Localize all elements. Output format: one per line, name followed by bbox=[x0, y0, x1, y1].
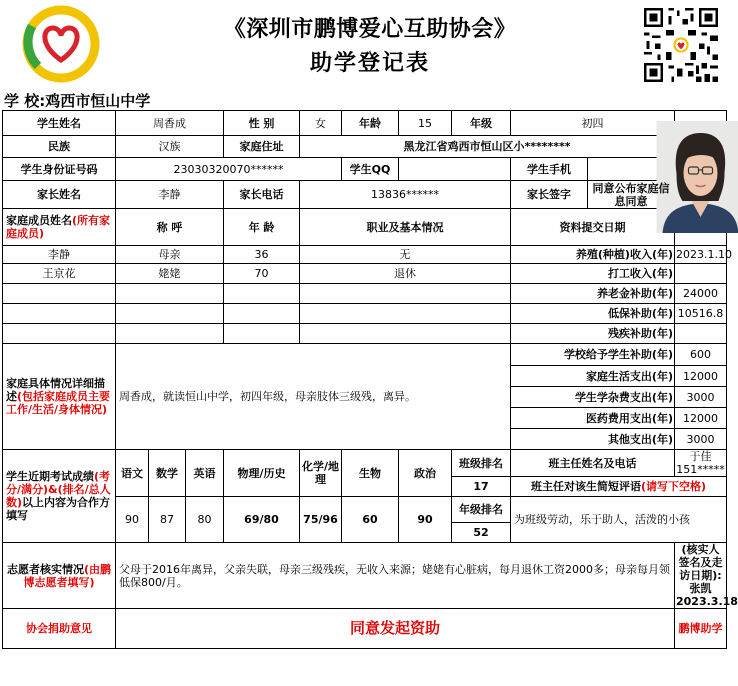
student-qq-value bbox=[399, 158, 511, 181]
grade-rank-value: 52 bbox=[452, 523, 511, 543]
label-pension: 养老金补助(年) bbox=[511, 284, 675, 304]
label-job-health: 职业及基本情况 bbox=[300, 209, 511, 246]
donation-opinion-value: 同意发起资助 bbox=[116, 609, 675, 649]
label-student-qq: 学生QQ bbox=[342, 158, 399, 181]
subject-header: 物理/历史 bbox=[224, 450, 300, 497]
subject-score: 75/96 bbox=[300, 497, 342, 543]
grade-value: 初四 bbox=[511, 111, 675, 136]
teacher-value: 于佳151***** bbox=[676, 450, 725, 476]
family-member-job: 无 bbox=[300, 246, 511, 264]
subject-header: 生物 bbox=[342, 450, 399, 497]
family-member-relation: 姥姥 bbox=[116, 264, 224, 284]
label-home-address: 家庭住址 bbox=[224, 136, 300, 158]
label-relation: 称 呼 bbox=[116, 209, 224, 246]
school-label: 学 校: bbox=[4, 92, 46, 110]
label-tuition: 学生学杂费支出(年) bbox=[511, 387, 675, 408]
empty-cell bbox=[3, 324, 116, 344]
id-number-value: 23030320070****** bbox=[116, 158, 342, 181]
subject-header: 数学 bbox=[149, 450, 186, 497]
label-school-subsidy: 学校给予学生补助(年) bbox=[511, 344, 675, 366]
family-member-age: 36 bbox=[224, 246, 300, 264]
home-address-value: 黑龙江省鸡西市恒山区小******** bbox=[300, 136, 675, 158]
subject-score: 69/80 bbox=[224, 497, 300, 543]
exam-title: 学生近期考试成绩 bbox=[6, 470, 94, 483]
situation-title: 家庭具体情况详细描述 bbox=[6, 377, 105, 403]
label-medical: 医药费用支出(年) bbox=[511, 408, 675, 429]
label-gender: 性 别 bbox=[224, 111, 300, 136]
empty-cell bbox=[116, 284, 224, 304]
label-submit-date: 资料提交日期 bbox=[511, 209, 675, 246]
consent-label: 同意公布家庭信息同意 bbox=[588, 181, 675, 209]
school-line bbox=[4, 90, 150, 111]
label-id-number: 学生身份证号码 bbox=[3, 158, 116, 181]
label-family-members bbox=[3, 209, 116, 246]
empty-cell bbox=[224, 304, 300, 324]
farming-income-value bbox=[675, 264, 727, 284]
situation-note: (包括家庭成员主要工作/生活/身体情况) bbox=[6, 390, 111, 416]
tuition-value: 3000 bbox=[675, 387, 727, 408]
volunteer-note: (由鹏博志愿者填写) bbox=[23, 562, 112, 589]
school-value: 鸡西市恒山中学 bbox=[45, 92, 151, 110]
title-line2: 助学登记表 bbox=[309, 50, 430, 76]
label-grade: 年级 bbox=[452, 111, 511, 136]
teacher-comment-value: 为班级劳动，乐于助人，活泼的小孩 bbox=[511, 497, 727, 543]
ethnicity-value: 汉族 bbox=[116, 136, 224, 158]
family-member-name: 李静 bbox=[3, 246, 116, 264]
brand-label: 鹏博助学 bbox=[675, 609, 727, 649]
label-age: 年龄 bbox=[342, 111, 399, 136]
label-teacher: 班主任姓名及电话 bbox=[511, 450, 675, 477]
empty-cell bbox=[116, 324, 224, 344]
situation-text: 周香成，就读恒山中学，初四年级，母亲肢体三级残，离异。 bbox=[116, 344, 511, 450]
label-donation-opinion: 协会捐助意见 bbox=[3, 609, 116, 649]
label-disability: 残疾补助(年) bbox=[511, 324, 675, 344]
student-photo bbox=[675, 111, 727, 246]
label-exam bbox=[3, 450, 116, 543]
family-member-job: 退休 bbox=[300, 264, 511, 284]
gender-value: 女 bbox=[300, 111, 342, 136]
guardian-name-value: 李静 bbox=[116, 181, 224, 209]
subject-header: 化学/地理 bbox=[300, 450, 342, 497]
header bbox=[0, 0, 728, 88]
label-guardian-name: 家长姓名 bbox=[3, 181, 116, 209]
label-farming-income: 养殖(种植)收入(年) bbox=[511, 246, 675, 264]
label-student-phone: 学生手机 bbox=[511, 158, 588, 181]
living-cost-value: 12000 bbox=[675, 366, 727, 387]
exam-note: (考分/满分)&(排名/总人数) bbox=[6, 470, 111, 509]
label-work-income: 打工收入(年) bbox=[511, 264, 675, 284]
class-rank-value: 17 bbox=[452, 477, 511, 497]
subject-score: 60 bbox=[342, 497, 399, 543]
teacher-comment-note: (请写下空格) bbox=[640, 480, 707, 493]
family-member-relation: 母亲 bbox=[116, 246, 224, 264]
family-member-name: 王京花 bbox=[3, 264, 116, 284]
empty-cell bbox=[300, 284, 511, 304]
student-name-value: 周香成 bbox=[116, 111, 224, 136]
label-class-rank: 班级排名 bbox=[452, 450, 511, 477]
qr-code-icon bbox=[640, 5, 722, 85]
pension-value: 24000 bbox=[675, 284, 727, 304]
subject-score: 87 bbox=[149, 497, 186, 543]
registration-table bbox=[2, 110, 738, 649]
label-situation bbox=[3, 344, 116, 450]
label-ethnicity: 民族 bbox=[3, 136, 116, 158]
volunteer-title: 志愿者核实情况 bbox=[6, 562, 84, 576]
label-living-cost: 家庭生活支出(年) bbox=[511, 366, 675, 387]
empty-cell bbox=[116, 304, 224, 324]
label-other: 其他支出(年) bbox=[511, 429, 675, 450]
association-logo-icon bbox=[20, 4, 102, 84]
school-subsidy-value: 600 bbox=[675, 344, 727, 366]
submit-date-value: 2023.1.10 bbox=[675, 246, 727, 264]
label-member-age: 年 龄 bbox=[224, 209, 300, 246]
empty-cell bbox=[300, 324, 511, 344]
medical-value: 12000 bbox=[675, 408, 727, 429]
title-line1: 《深圳市鹏博爱心互助协会》 bbox=[223, 16, 517, 42]
interviewer-signature: (核实人签名及走访日期):张凯 2023.3.18 bbox=[676, 543, 738, 608]
label-student-name: 学生姓名 bbox=[3, 111, 116, 136]
empty-cell bbox=[224, 284, 300, 304]
family-member-age: 70 bbox=[224, 264, 300, 284]
dibao-value: 10516.8 bbox=[675, 304, 727, 324]
other-value: 3000 bbox=[675, 429, 727, 450]
age-value: 15 bbox=[399, 111, 452, 136]
subject-score: 80 bbox=[186, 497, 224, 543]
label-grade-rank: 年级排名 bbox=[452, 497, 511, 523]
subject-header: 政治 bbox=[399, 450, 452, 497]
family-members-note: (所有家庭成员) bbox=[6, 214, 111, 240]
volunteer-text: 父母于2016年离异，父亲失联，母亲三级残疾，无收入来源；姥姥有心脏病，每月退休工资2000多；母亲每月领低保800/月。 bbox=[116, 543, 675, 609]
label-volunteer bbox=[3, 543, 116, 609]
exam-filled-by: 以上内容为合作方填写 bbox=[6, 496, 111, 522]
subject-score: 90 bbox=[116, 497, 149, 543]
empty-cell bbox=[300, 304, 511, 324]
label-guardian-phone: 家长电话 bbox=[224, 181, 300, 209]
label-guardian-signature: 家长签字 bbox=[511, 181, 588, 209]
student-photo-image bbox=[675, 121, 726, 233]
empty-cell bbox=[3, 284, 116, 304]
empty-cell bbox=[224, 324, 300, 344]
teacher-comment-label bbox=[511, 477, 727, 497]
teacher-comment-title: 班主任对该生简短评语 bbox=[530, 480, 641, 493]
label-dibao: 低保补助(年) bbox=[511, 304, 675, 324]
family-members-title: 家庭成员姓名 bbox=[6, 214, 72, 227]
subject-score: 90 bbox=[399, 497, 452, 543]
disability-value bbox=[675, 324, 727, 344]
subject-header: 语文 bbox=[116, 450, 149, 497]
empty-cell bbox=[3, 304, 116, 324]
guardian-phone-value: 13836****** bbox=[300, 181, 511, 209]
subject-header: 英语 bbox=[186, 450, 224, 497]
